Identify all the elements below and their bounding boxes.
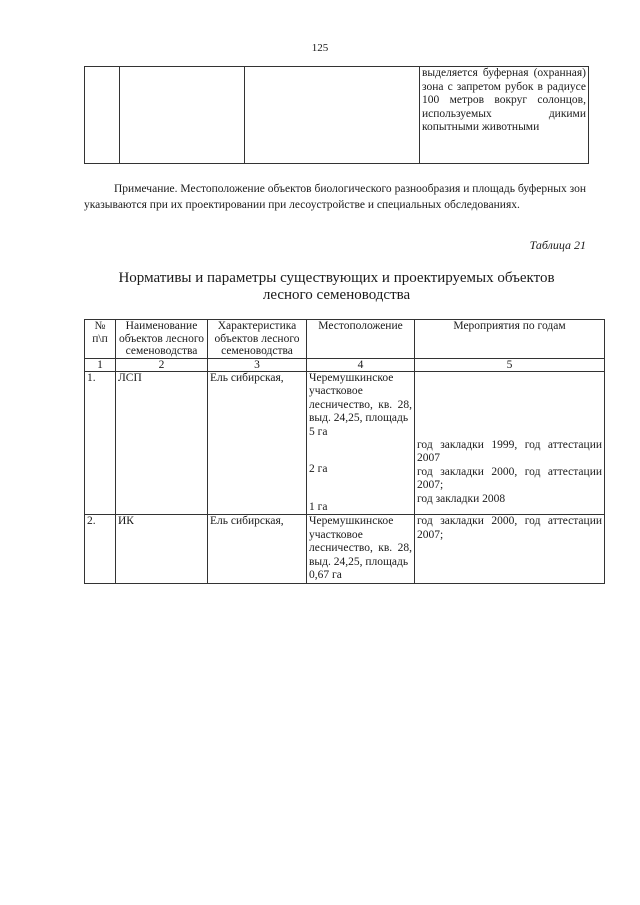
object-events bbox=[415, 515, 605, 584]
event-text: год закладки 1999, год аттестации 2007 bbox=[417, 438, 602, 464]
object-name: ИК bbox=[116, 515, 208, 584]
table-title-line: Нормативы и параметры существующих и проектируемых объектов bbox=[118, 270, 555, 286]
object-events bbox=[415, 371, 605, 515]
table-title bbox=[84, 270, 589, 304]
seed-objects-table bbox=[84, 319, 605, 584]
object-location bbox=[307, 371, 415, 515]
event-text: год закладки 2000, год аттестации 2007; bbox=[417, 515, 602, 541]
location-text: Черемушкинское участковое лесничество, кв. 28, выд. 24,25, площадь bbox=[309, 515, 412, 568]
row-number: 2. bbox=[85, 515, 116, 584]
event-text: год закладки 2000, год аттестации 2007; bbox=[417, 465, 602, 491]
area-value: 2 га bbox=[309, 463, 328, 475]
column-number: 4 bbox=[307, 358, 415, 371]
object-characteristic: Ель сибирская, bbox=[208, 515, 307, 584]
area-value: 1 га bbox=[309, 500, 328, 513]
row-number: 1. bbox=[85, 371, 116, 515]
header-cell: № п\п bbox=[85, 320, 116, 359]
table-label: Таблица 21 bbox=[529, 238, 586, 252]
table-cell bbox=[120, 67, 245, 164]
page-number: 125 bbox=[311, 42, 329, 54]
table-cell bbox=[245, 67, 420, 164]
column-number: 3 bbox=[208, 358, 307, 371]
header-cell: Мероприятия по годам bbox=[415, 320, 605, 359]
area-value: 5 га bbox=[309, 425, 328, 438]
event-text: год закладки 2008 bbox=[417, 492, 506, 505]
column-number: 2 bbox=[116, 358, 208, 371]
header-cell: Наименование объектов лесного семеноводства bbox=[116, 320, 208, 359]
object-characteristic: Ель сибирская, bbox=[208, 371, 307, 515]
note-paragraph: Примечание. Местоположение объектов биологического разнообразия и площадь буферных зон указываются при их проектировании при лесоустройстве и специальных обследованиях. bbox=[84, 183, 586, 211]
object-name: ЛСП bbox=[116, 371, 208, 515]
area-value: 0,67 га bbox=[309, 569, 342, 581]
header-row bbox=[85, 320, 605, 359]
table-cell bbox=[85, 67, 120, 164]
header-cell: Местоположение bbox=[307, 320, 415, 359]
object-location bbox=[307, 515, 415, 584]
table-title-line: лесного семеноводства bbox=[262, 287, 411, 303]
continued-table bbox=[84, 66, 589, 164]
column-number: 5 bbox=[415, 358, 605, 371]
table-row bbox=[85, 515, 605, 584]
header-cell: Характеристика объектов лесного семеноводства bbox=[208, 320, 307, 359]
table-row bbox=[85, 371, 605, 515]
table-cell: выделяется буферная (охранная) зона с запретом рубок в радиусе 100 метров вокруг солонцов, используемых дикими копытными животными bbox=[420, 67, 589, 164]
column-number: 1 bbox=[85, 358, 116, 371]
column-number-row bbox=[85, 358, 605, 371]
location-text: Черемушкинское участковое лесничество, кв. 28, выд. 24,25, площадь bbox=[309, 371, 412, 424]
